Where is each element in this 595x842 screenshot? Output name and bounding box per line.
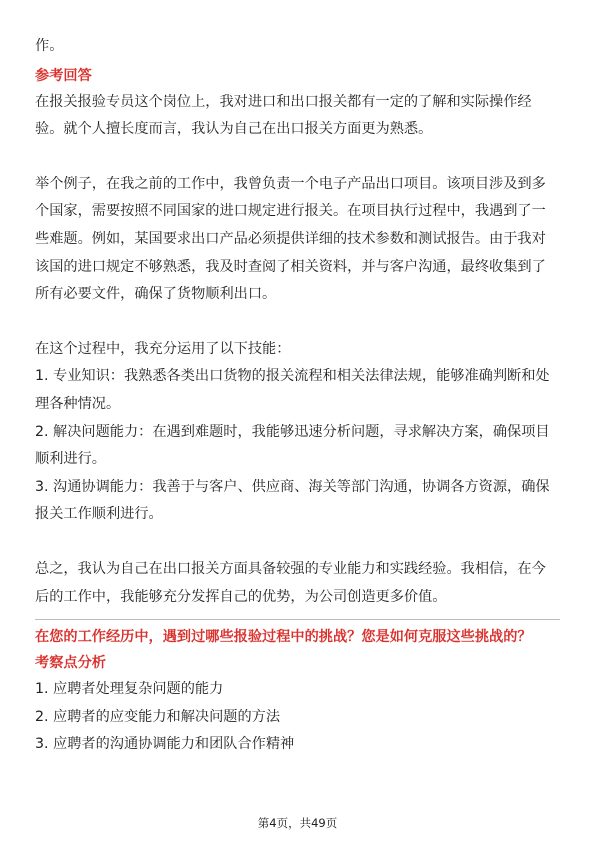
skill-item-line: 2. 解决问题能力：在遇到难题时，我能够迅速分析问题，寻求解决方案，确保项目: [35, 423, 550, 440]
answer-line: 验。就个人擅长度而言，我认为自己在出口报关方面更为熟悉。: [35, 121, 433, 138]
answer-line: 在这个过程中，我充分运用了以下技能：: [35, 340, 291, 357]
analysis-points-list: [35, 676, 560, 759]
page-number-footer: 第4页，共49页: [257, 816, 338, 830]
answer-paragraph-1: [35, 89, 560, 144]
intro-tail-text: 作。: [35, 38, 64, 54]
answer-paragraph-3: [35, 336, 560, 529]
answer-paragraph-2: [35, 171, 560, 309]
analysis-point: 3. 应聘者的沟通协调能力和团队合作精神: [35, 736, 295, 753]
skill-item-line: 1. 专业知识：我熟悉各类出口货物的报关流程和相关法律法规，能够准确判断和处: [35, 368, 550, 385]
next-question-heading: 在您的工作经历中，遇到过哪些报验过程中的挑战？您是如何克服这些挑战的？: [35, 629, 532, 646]
analysis-point: 2. 应聘者的应变能力和解决问题的方法: [35, 708, 281, 725]
skill-item-line: 报关工作顺利进行。: [35, 506, 163, 523]
answer-line: 后的工作中，我能够充分发挥自己的优势，为公司创造更多价值。: [35, 588, 447, 605]
answer-line: 个国家，需要按照不同国家的进口规定进行报关。在项目执行过程中，我遇到了一: [35, 203, 546, 220]
answer-line: 该国的进口规定不够熟悉，我及时查阅了相关资料，并与客户沟通，最终收集到了: [35, 258, 546, 275]
skill-item-line: 3. 沟通协调能力：我善于与客户、供应商、海关等部门沟通，协调各方资源，确保: [35, 478, 550, 495]
answer-paragraph-4: [35, 556, 560, 611]
answer-line: 举个例子，在我之前的工作中，我曾负责一个电子产品出口项目。该项目涉及到多: [35, 175, 546, 192]
skill-item-line: 理各种情况。: [35, 395, 121, 412]
section-divider: [35, 619, 560, 620]
answer-line: 总之，我认为自己在出口报关方面具备较强的专业能力和实践经验。我相信，在今: [35, 560, 546, 577]
answer-line: 在报关报验专员这个岗位上，我对进口和出口报关都有一定的了解和实际操作经: [35, 93, 532, 110]
document-page: [35, 33, 560, 759]
skill-item-line: 顺利进行。: [35, 451, 106, 468]
answer-line: 所有必要文件，确保了货物顺利出口。: [35, 286, 277, 303]
reference-answer-heading: 参考回答: [35, 67, 92, 84]
analysis-heading: 考察点分析: [35, 655, 106, 672]
answer-line: 些难题。例如，某国要求出口产品必须提供详细的技术参数和测试报告。由于我对: [35, 230, 546, 247]
analysis-point: 1. 应聘者处理复杂问题的能力: [35, 681, 224, 698]
